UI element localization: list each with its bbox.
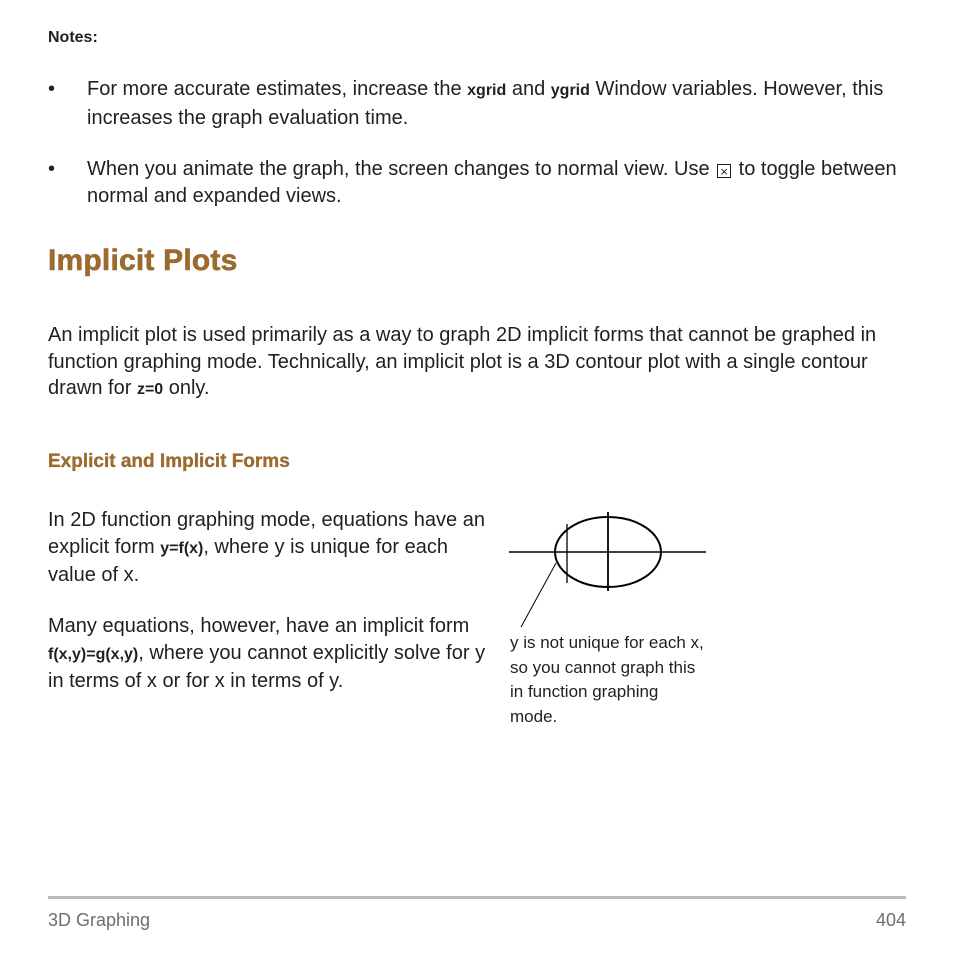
implicit-form-paragraph: Many equations, however, have an implicit form f(x,y)=g(x,y), where you cannot explicitly solve for y in terms of x or for x in terms of y. — [48, 615, 486, 692]
z-equals-zero-keyword: z=0 — [136, 381, 164, 398]
note-bullet-1-text: For more accurate estimates, increase the xgrid and ygrid Window variables. However, this increases the graph evaluation time. — [87, 78, 884, 129]
note-bullet-2 — [48, 156, 908, 209]
footer-page-number: 404 — [875, 910, 906, 930]
expand-toggle-key-icon: × — [717, 164, 731, 178]
notes-heading: Notes: — [48, 29, 98, 46]
xgrid-keyword: xgrid — [467, 82, 507, 99]
bullet-symbol: • — [48, 158, 56, 180]
explicit-form-keyword: y=f(x) — [160, 539, 204, 557]
footer-divider — [48, 896, 906, 899]
caption-pointer-line — [521, 563, 556, 627]
note-bullet-2-text: When you animate the graph, the screen changes to normal view. Use × to toggle between normal and expanded views. — [87, 158, 897, 207]
note-bullet-1 — [48, 76, 908, 131]
ellipse-diagram — [500, 505, 715, 635]
intro-paragraph: An implicit plot is used primarily as a way to graph 2D implicit forms that cannot be graphed in function graphing mode. Technically, an implicit plot is a 3D contour plot with a single contour drawn for z=0 only. — [48, 324, 877, 399]
subsection-title: Explicit and Implicit Forms — [48, 451, 290, 472]
figure-caption: y is not unique for each x, so you cannot graph this in function graphing mode. — [510, 633, 704, 726]
explicit-form-paragraph: In 2D function graphing mode, equations have an explicit form y=f(x), where y is unique for each value of x. — [48, 509, 485, 586]
implicit-form-keyword: f(x,y)=g(x,y) — [48, 645, 139, 663]
bullet-symbol: • — [48, 78, 56, 100]
ygrid-keyword: ygrid — [550, 82, 590, 99]
footer-section-name: 3D Graphing — [48, 910, 151, 930]
section-title: Implicit Plots — [48, 244, 238, 277]
